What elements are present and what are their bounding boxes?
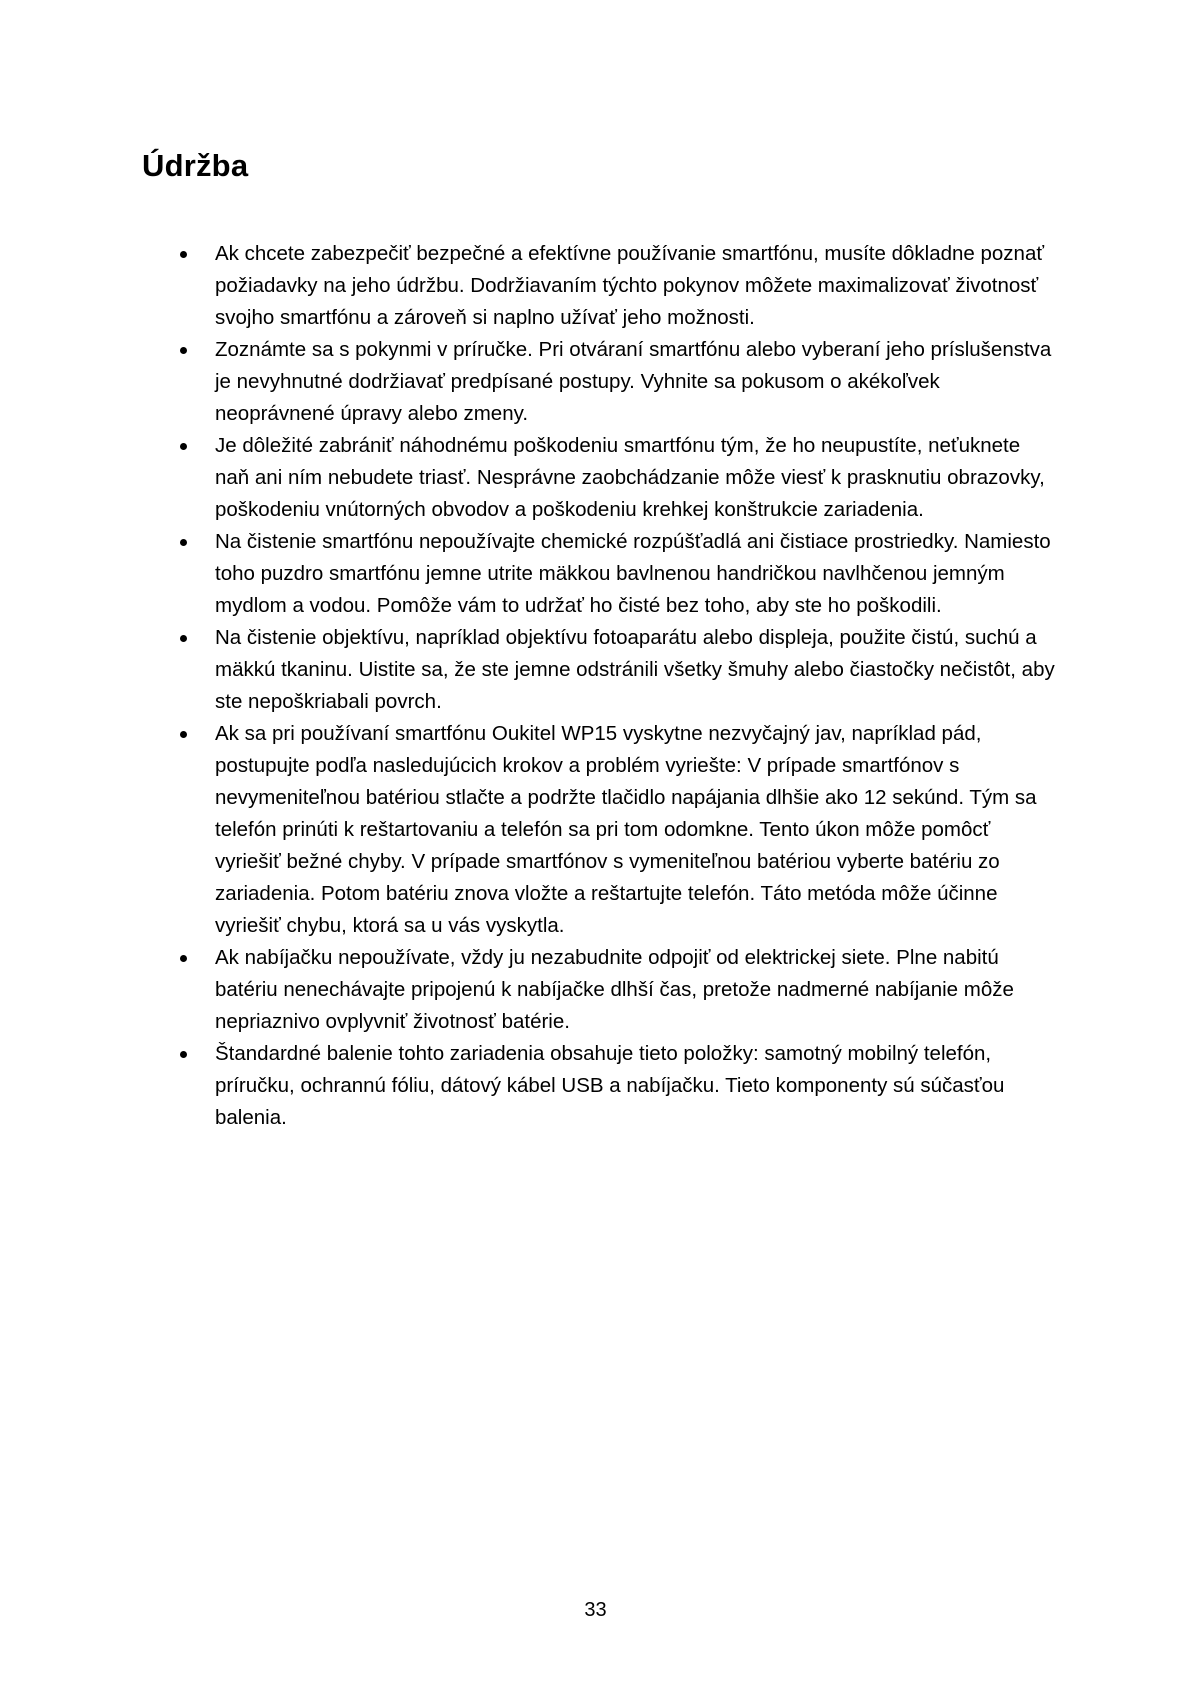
list-item-text: Ak chcete zabezpečiť bezpečné a efektívne používanie smartfónu, musíte dôkladne poznať požiadavky na jeho údržbu. Dodržiavaním týchto pokynov môžete maximalizovať životnosť svojho smartfónu a zároveň si naplno užívať jeho možnosti.	[215, 242, 1045, 329]
page-title: Údržba	[142, 148, 249, 183]
bullet-icon	[180, 539, 187, 546]
bullet-icon	[180, 443, 187, 450]
list-item	[180, 430, 1060, 526]
list-item	[180, 334, 1060, 430]
list-item	[180, 718, 1060, 942]
list-item	[180, 526, 1060, 622]
list-item	[180, 1038, 1060, 1134]
list-item-text: Zoznámte sa s pokynmi v príručke. Pri otváraní smartfónu alebo vyberaní jeho príslušenstva je nevyhnutné dodržiavať predpísané postupy. Vyhnite sa pokusom o akékoľvek neoprávnené úpravy alebo zmeny.	[215, 338, 1052, 425]
bullet-icon	[180, 251, 187, 258]
list-item	[180, 622, 1060, 718]
list-item-text: Ak nabíjačku nepoužívate, vždy ju nezabudnite odpojiť od elektrickej siete. Plne nabitú batériu nenechávajte pripojenú k nabíjačke dlhší čas, pretože nadmerné nabíjanie môže nepriaznivo ovplyvniť životnosť batérie.	[215, 946, 1014, 1033]
bullet-icon	[180, 635, 187, 642]
page-number: 33	[584, 1599, 607, 1621]
list-item-text: Ak sa pri používaní smartfónu Oukitel WP15 vyskytne nezvyčajný jav, napríklad pád, postupujte podľa nasledujúcich krokov a problém vyriešte: V prípade smartfónov s nevymeniteľnou batériou stlačte a podržte tlačidlo napájania dlhšie ako 12 sekúnd. Tým sa telefón prinúti k reštartovaniu a telefón sa pri tom odomkne. Tento úkon môže pomôcť vyriešiť bežné chyby. V prípade smartfónov s vymeniteľnou batériou vyberte batériu zo zariadenia. Potom batériu znova vložte a reštartujte telefón. Táto metóda môže účinne vyriešiť chybu, ktorá sa u vás vyskytla.	[215, 722, 1037, 937]
list-item-text: Štandardné balenie tohto zariadenia obsahuje tieto položky: samotný mobilný telefón, príručku, ochrannú fóliu, dátový kábel USB a nabíjačku. Tieto komponenty sú súčasťou balenia.	[215, 1042, 1005, 1129]
list-item-text: Na čistenie objektívu, napríklad objektívu fotoaparátu alebo displeja, použite čistú, suchú a mäkkú tkaninu. Uistite sa, že ste jemne odstránili všetky šmuhy alebo čiastočky nečistôt, aby ste nepoškriabali povrch.	[215, 626, 1055, 713]
maintenance-bullet-list	[180, 238, 1060, 1134]
bullet-icon	[180, 1051, 187, 1058]
list-item-text: Na čistenie smartfónu nepoužívajte chemické rozpúšťadlá ani čistiace prostriedky. Namiesto toho puzdro smartfónu jemne utrite mäkkou bavlnenou handričkou navlhčenou jemným mydlom a vodou. Pomôže vám to udržať ho čisté bez toho, aby ste ho poškodili.	[215, 530, 1051, 617]
list-item	[180, 238, 1060, 334]
bullet-icon	[180, 955, 187, 962]
list-item-text: Je dôležité zabrániť náhodnému poškodeniu smartfónu tým, že ho neupustíte, neťuknete naň ani ním nebudete triasť. Nesprávne zaobchádzanie môže viesť k prasknutiu obrazovky, poškodeniu vnútorných obvodov a poškodeniu krehkej konštrukcie zariadenia.	[215, 434, 1045, 521]
bullet-icon	[180, 347, 187, 354]
bullet-icon	[180, 731, 187, 738]
list-item	[180, 942, 1060, 1038]
